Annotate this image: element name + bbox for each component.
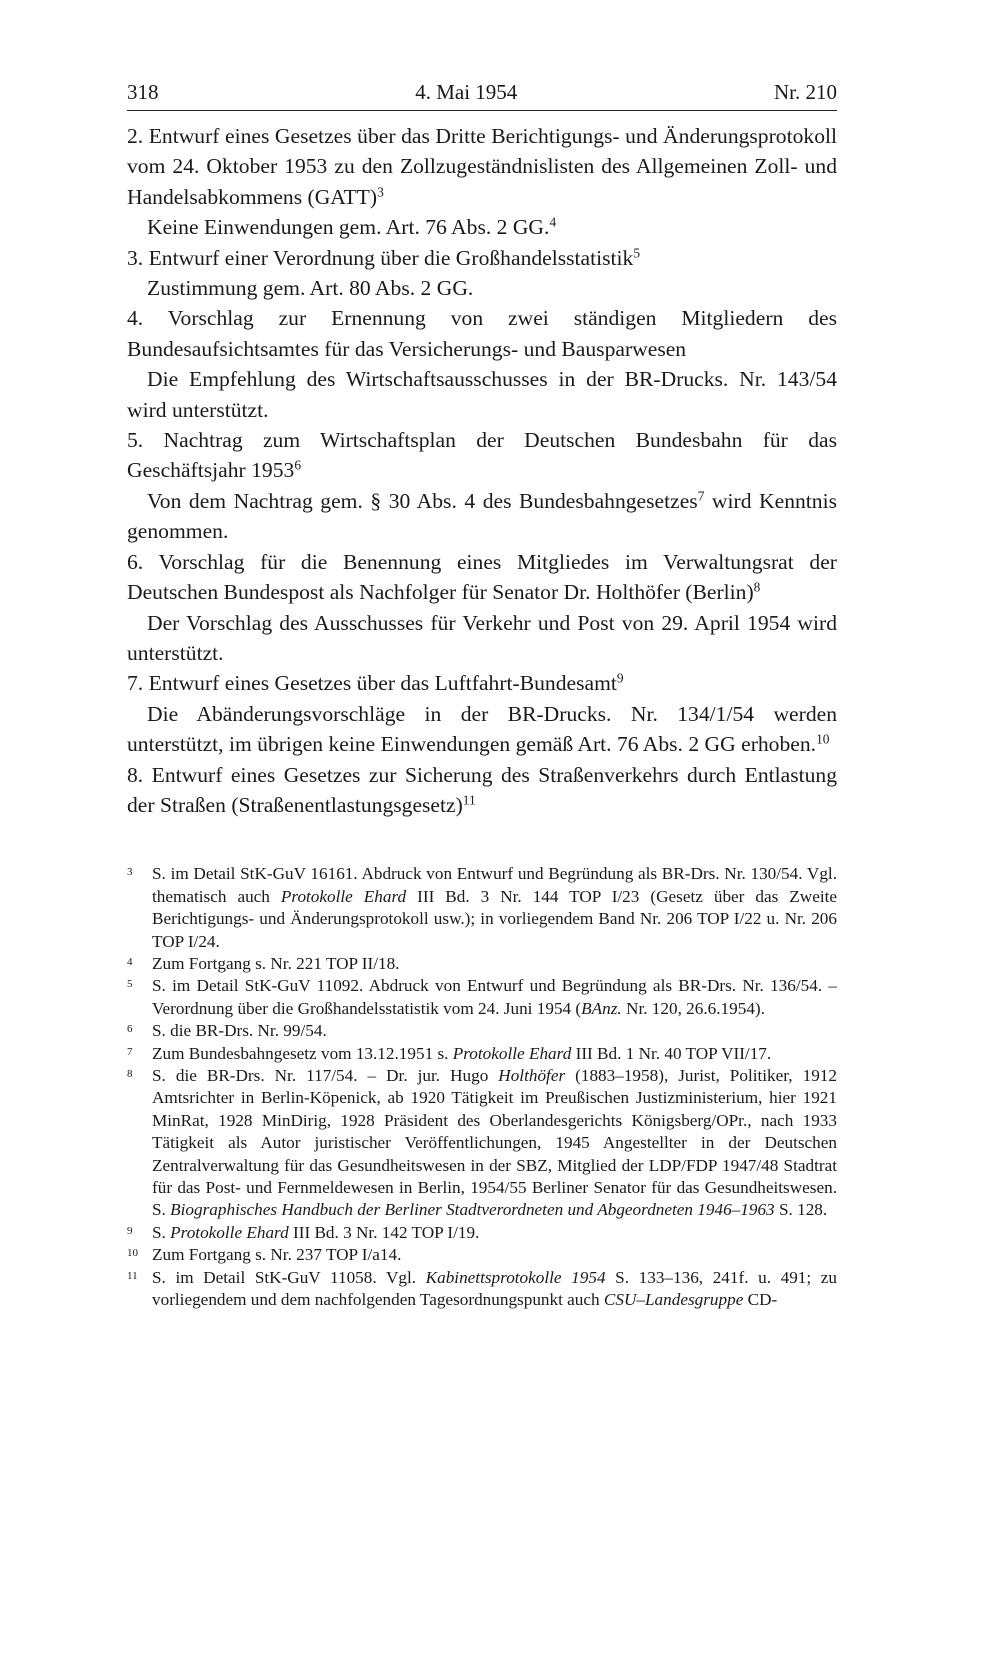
- agenda-item-decision: Zustimmung gem. Art. 80 Abs. 2 GG.: [147, 276, 474, 301]
- footnote-ref[interactable]: 7: [697, 488, 705, 504]
- agenda-item-title: 6. Vorschlag für die Benennung eines Mitgliedes im Verwaltungsrat der Deutschen Bundespost als Nachfolger für Senator Dr. Holthöfer (Berlin)$^8$: [127, 549, 837, 605]
- document-page: [127, 78, 837, 1311]
- footnote-number: 10: [127, 1247, 138, 1260]
- footnotes: [127, 863, 837, 1311]
- agenda-item-decision: Die Empfehlung des Wirtschaftsausschusses in der BR-Drucks. Nr. 143/54 wird unterstützt.: [127, 367, 837, 422]
- footnote-6: 6 S. die BR-Drs. Nr. 99/54.: [127, 1021, 327, 1041]
- footnote-9: 9 S. Protokolle Ehard III Bd. 3 Nr. 142 TOP I/19.: [127, 1222, 480, 1242]
- agenda-item-title: 7. Entwurf eines Gesetzes über das Luftfahrt-Bundesamt$^9$: [127, 670, 624, 696]
- agenda-item-title: 4. Vorschlag zur Ernennung von zwei ständigen Mitgliedern des Bundesaufsichtsamtes für das Versicherungs- und Bausparwesen: [127, 306, 837, 361]
- footnote-ref[interactable]: 4: [549, 214, 557, 230]
- footnote-number: 4: [127, 955, 133, 968]
- agenda-item-title: 2. Entwurf eines Gesetzes über das Dritte Berichtigungs- und Änderungsprotokoll vom 24. Oktober 1953 zu den Zollzugeständnislisten des Allgemeinen Zoll- und Handelsabkommens (GATT)$^3$: [127, 124, 837, 209]
- footnote-3: 3 S. im Detail StK-GuV 16161. Abdruck von Entwurf und Begründung als BR-Drs. Nr. 130/54. Vgl. thematisch auch Protokolle Ehard III Bd. 3 Nr. 144 TOP I/23 (Gesetz über das Zweite Berichtigungs- und Änderungsprotokoll usw.); in vorliegendem Band Nr. 206 TOP I/22 u. Nr. 206 TOP I/24.: [127, 864, 838, 951]
- agenda-item-decision: Die Abänderungsvorschläge in der BR-Drucks. Nr. 134/1/54 werden unterstützt, im übrigen keine Einwendungen gemäß Art. 76 Abs. 2 GG erhoben.$^{10}$: [127, 701, 837, 757]
- footnote-ref[interactable]: 3: [377, 184, 384, 200]
- agenda-item-title: 5. Nachtrag zum Wirtschaftsplan der Deutschen Bundesbahn für das Geschäftsjahr 1953$^6$: [127, 428, 837, 483]
- footnote-number: 5: [127, 978, 133, 991]
- footnote-11: 11 S. im Detail StK-GuV 11058. Vgl. Kabinettsprotokolle 1954 S. 133–136, 241f. u. 491; zu vorliegendem und dem nachfolgenden Tagesordnungspunkt auch CSU–Landesgruppe CD-: [127, 1267, 838, 1310]
- footnote-ref[interactable]: 8: [753, 579, 761, 595]
- footnote-ref[interactable]: 6: [294, 458, 301, 474]
- footnote-ref[interactable]: 9: [616, 670, 624, 686]
- footnote-10: 10 Zum Fortgang s. Nr. 237 TOP I/a14.: [127, 1245, 402, 1265]
- running-header: [127, 78, 837, 111]
- footnote-4: 4 Zum Fortgang s. Nr. 221 TOP II/18.: [127, 953, 400, 973]
- header-date: 4. Mai 1954: [415, 80, 518, 104]
- page-number: 318: [127, 80, 159, 104]
- footnote-7: 7 Zum Bundesbahngesetz vom 13.12.1951 s. Protokolle Ehard III Bd. 1 Nr. 40 TOP VII/17.: [127, 1043, 772, 1063]
- agenda-item-decision: Der Vorschlag des Ausschusses für Verkehr und Post von 29. April 1954 wird unterstützt.: [127, 610, 837, 665]
- footnote-number: 7: [127, 1045, 133, 1058]
- agenda-item-decision: Keine Einwendungen gem. Art. 76 Abs. 2 GG.$^4$: [147, 214, 557, 240]
- agenda-item-decision: Von dem Nachtrag gem. § 30 Abs. 4 des Bundesbahngesetzes$^7$ wird Kenntnis genommen.: [127, 488, 837, 544]
- footnote-number: 6: [127, 1023, 133, 1036]
- agenda-item-title: 8. Entwurf eines Gesetzes zur Sicherung des Straßenverkehrs durch Entlastung der Straßen (Straßenentlastungsgesetz)$^{11}$: [127, 762, 837, 817]
- agenda-item-title: 3. Entwurf einer Verordnung über die Großhandelsstatistik$^5$: [127, 245, 641, 270]
- footnote-number: 8: [127, 1068, 133, 1080]
- agenda-items: [127, 121, 837, 820]
- footnote-ref[interactable]: 5: [633, 245, 641, 261]
- footnote-8: 8 S. die BR-Drs. Nr. 117/54. – Dr. jur. Hugo Holthöfer (1883–1958), Jurist, Politiker, 1912 Amtsrichter in Berlin-Köpenick, ab 1920 Tätigkeit im Preußischen Justizministerium, hier 1921 MinRat, 1928 MinDirig, 1928 Präsident des Oberlandesgerichts Königsberg/OPr., nach 1933 Tätigkeit als Autor juristischer Veröffentlichungen, 1945 Angestellter in der Deutschen Zentralverwaltung für das Gesundheitswesen in der SBZ, Mitglied der LDP/FDP 1947/48 Stadtrat für das Post- und Fernmeldewesen in Berlin, 1954/55 Berliner Senator für das Gesundheitswesen. S. Biographisches Handbuch der Berliner Stadtverordneten und Abgeordneten 1946–1963 S. 128.: [127, 1066, 837, 1220]
- header-issue: Nr. 210: [773, 80, 837, 104]
- footnote-ref[interactable]: 11: [462, 792, 476, 808]
- footnote-number: 11: [127, 1269, 138, 1282]
- footnote-number: 3: [127, 866, 133, 879]
- footnote-number: 9: [127, 1224, 133, 1237]
- footnote-5: 5 S. im Detail StK-GuV 11092. Abdruck von Entwurf und Begründung als BR-Drs. Nr. 136/54. – Verordnung über die Großhandelsstatistik vom 24. Juni 1954 (BAnz. Nr. 120, 26.6.1954).: [127, 976, 837, 1018]
- footnote-ref[interactable]: 10: [816, 731, 830, 747]
